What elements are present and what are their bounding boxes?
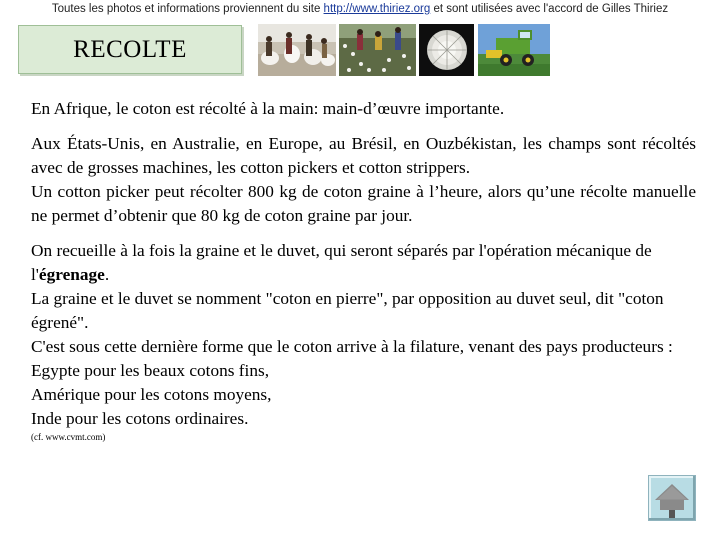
photo-credit [0, 3, 720, 15]
photo-field-workers [339, 24, 416, 76]
producer-india: Inde pour les cotons ordinaires. [31, 409, 249, 428]
paragraph-egrenage [31, 239, 696, 287]
egrenage-text: On recueille à la fois la graine et le duvet, qui seront séparés par l'opération mécanique de l' [31, 241, 652, 284]
egrenage-period: . [104, 265, 110, 284]
home-icon [649, 476, 695, 520]
paragraph-machines: Aux États-Unis, en Australie, en Europe, au Brésil, en Ouzbékistan, les champs sont récoltés avec de grosses machines, les cotton pickers et cotton strippers. [31, 134, 696, 177]
paragraph-filature: C'est sous cette dernière forme que le coton arrive à la filature, venant des pays producteurs : [31, 337, 673, 356]
credit-text-after: et sont utilisées avec l'accord de Gilles Thiriez [430, 3, 669, 15]
page-title: RECOLTE [18, 25, 242, 74]
paragraph-cotton-picker: Un cotton picker peut récolter 800 kg de coton graine à l’heure, alors qu’une récolte manuelle ne permet d’obtenir que 80 kg de coton graine par jour. [31, 182, 696, 225]
photo-harvesting-machine [478, 24, 550, 76]
main-content [31, 97, 696, 444]
producer-egypt: Egypte pour les beaux cotons fins, [31, 361, 270, 380]
thiriez-link[interactable]: http://www.thiriez.org [323, 3, 431, 15]
producer-america: Amérique pour les cotons moyens, [31, 385, 272, 404]
source-note: (cf. www.cvmt.com) [31, 432, 106, 442]
photo-hand-picking-group [258, 24, 336, 76]
egrenage-term: égrenage [38, 265, 105, 284]
home-button[interactable] [648, 475, 696, 521]
credit-text-before: Toutes les photos et informations proviennent du site [51, 3, 324, 15]
paragraph-africa: En Afrique, le coton est récolté à la main: main-d’œuvre importante. [31, 99, 505, 118]
paragraph-coton-en-pierre: La graine et le duvet se nomment "coton en pierre", par opposition au duvet seul, dit "coton égrené". [31, 289, 664, 332]
photo-cotton-boll [419, 24, 474, 76]
